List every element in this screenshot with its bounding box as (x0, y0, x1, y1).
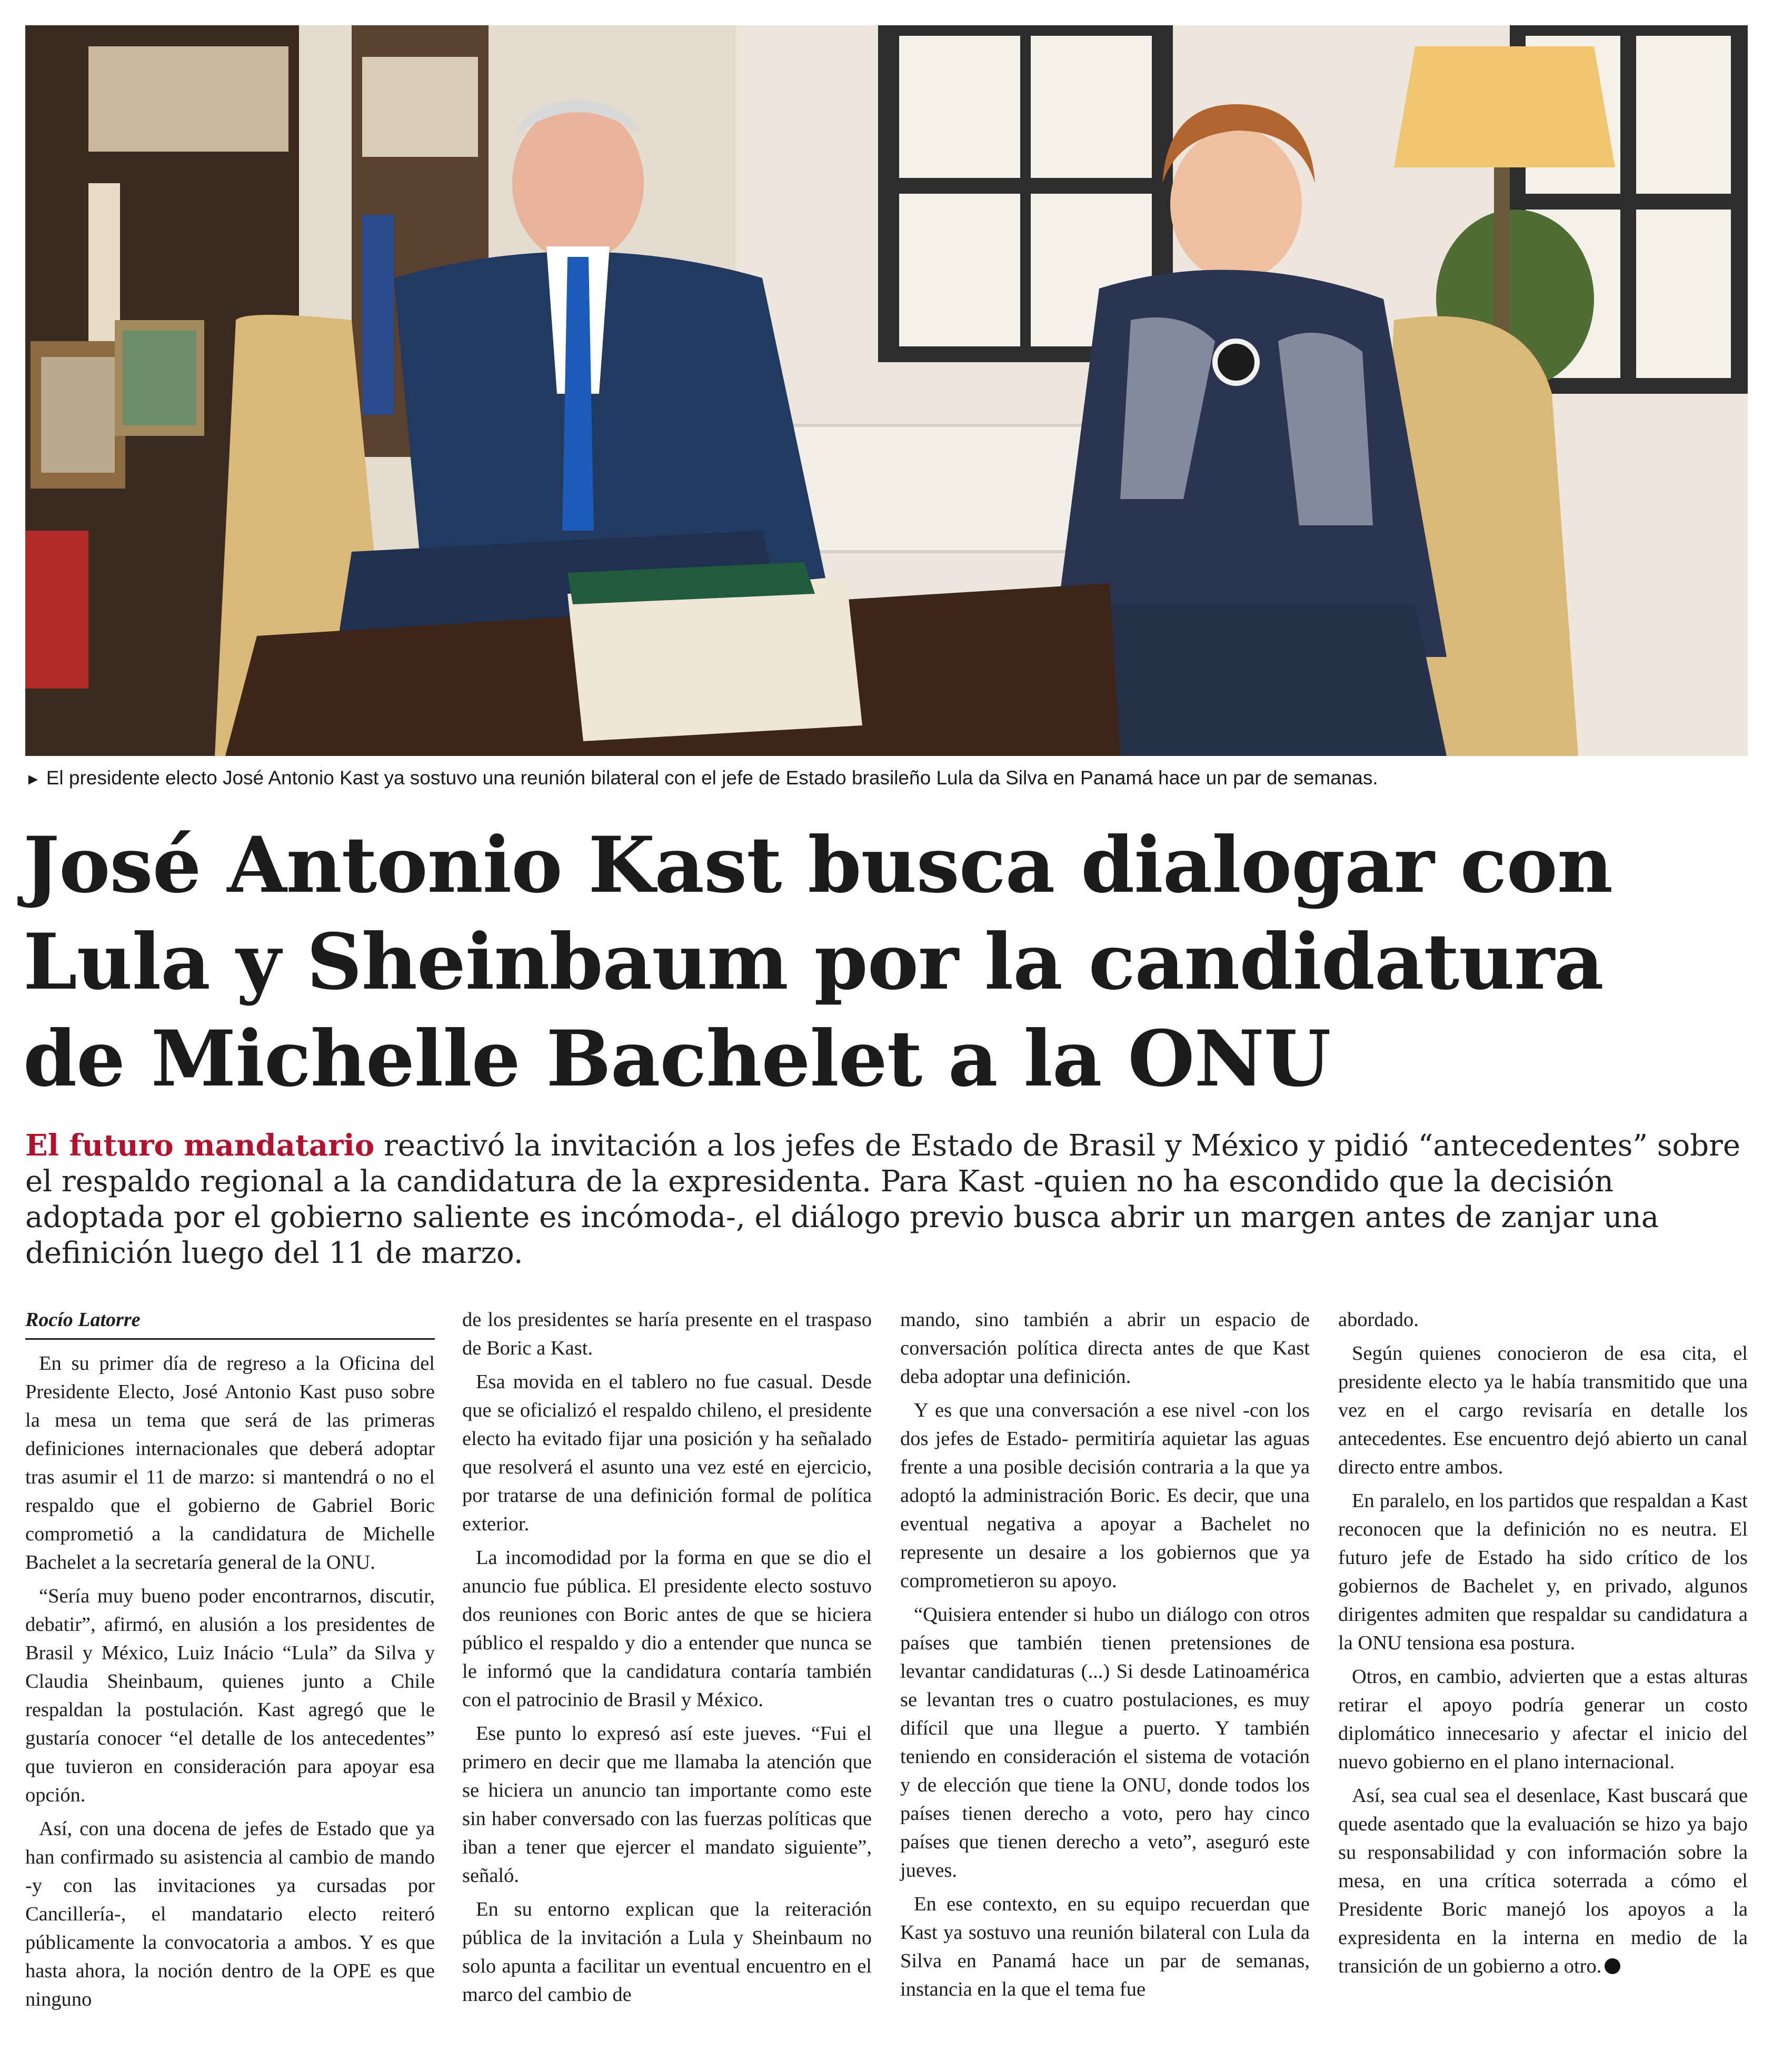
lead-text: reactivó la invitación a los jefes de Estado de Brasil y México y pidió “antecedentes” sobre el respaldo regional a la candidatura de la expresidenta. Para Kast -quien no ha escondido que la decisión adoptada por el gobierno saliente es incómoda-, el diálogo previo busca abrir un margen antes de zanjar una definición luego del 11 de marzo. (25, 1129, 1741, 1270)
headline-line-3: de Michelle Bachelet a la ONU (23, 1014, 1331, 1104)
paragraph: “Quisiera entender si hubo un diálogo con otros países que también tienen pretensiones de levantar candidaturas (...) Si desde Latinoamérica se levantan tres o cuatro postulaciones, es muy difícil que una llegue a puerto. Y también teniendo en consideración el sistema de votación y de elección que tiene la ONU, donde todos los países tienen derecho a voto, pero hay cinco países que tienen derecho a veto”, aseguró este jueves. (900, 1603, 1310, 1881)
paragraph: abordado. (1338, 1309, 1419, 1331)
photo-caption (25, 765, 1748, 792)
paragraph: mando, sino también a abrir un espacio de conversación política directa antes de que Kast deba adoptar una definición. (900, 1309, 1310, 1388)
article-photo (25, 25, 1748, 756)
paragraph: En ese contexto, en su equipo recuerdan que Kast ya sostuvo una reunión bilateral con Lula da Silva en Panamá hace un par de semanas, instancia en la que el tema fue (900, 1893, 1310, 2000)
photo-illustration (25, 25, 1748, 756)
lead-kicker: El futuro mandatario (25, 1128, 375, 1163)
paragraph: Según quienes conocieron de esa cita, el presidente electo ya le había transmitido que una vez en el cargo revisaría en detalle los antecedentes. Ese encuentro dejó abierto un canal directo entre ambos. (1338, 1342, 1748, 1478)
article-column-3 (900, 1306, 1310, 2053)
caption-marker-icon: ► (25, 771, 41, 788)
paragraph: “Sería muy bueno poder encontrarnos, discutir, debatir”, afirmó, en alusión a los presidentes de Brasil y México, Luiz Inácio “Lula” da Silva y Claudia Sheinbaum, quienes junto a Chile respaldan la postulación. Kast agregó que le gustaría conocer “el detalle de los antecedentes” que tuvieron en consideración para apoyar esa opción. (25, 1585, 435, 1806)
paragraph: Esa movida en el tablero no fue casual. Desde que se oficializó el respaldo chileno, el presidente electo ha evitado fijar una posición y ha señalado que resolverá el asunto una vez esté en ejercicio, por tratarse de una definición formal de política exterior. (462, 1371, 872, 1535)
caption-text: El presidente electo José Antonio Kast ya sostuvo una reunión bilateral con el jefe de Estado brasileño Lula da Silva en Panamá hace un par de semanas. (46, 767, 1378, 789)
paragraph: Ese punto lo expresó así este jueves. “Fui el primero en decir que me llamaba la atención que se hiciera un anuncio tan importante como este sin haber conversado con las fuerzas políticas que iban a tener que ejercer el mandato siguiente”, señaló. (462, 1722, 872, 1887)
paragraph-final-text: Así, sea cual sea el desenlace, Kast buscará que quede asentado que la evaluación se hizo ya bajo su responsabilidad y con información sobre la mesa, en una crítica soterrada a cómo el Presidente Boric manejó los apoyos a la expresidenta en la interna en medio de la transición de un gobierno a otro. (1338, 1785, 1748, 1977)
paragraph: En su entorno explican que la reiteración pública de la invitación a Lula y Sheinbaum no solo apunta a facilitar un eventual encuentro en el marco del cambio de (462, 1898, 872, 2006)
article-column-4 (1338, 1306, 1748, 2053)
paragraph: En su primer día de regreso a la Oficina del Presidente Electo, José Antonio Kast puso sobre la mesa un tema que será de las primeras definiciones internacionales que deberá adoptar tras asumir el 11 de marzo: si mantendrá o no el respaldo que el gobierno de Gabriel Boric comprometió a la candidatura de Michelle Bachelet a la secretaría general de la ONU. (25, 1352, 435, 1573)
end-of-article-icon (1605, 1958, 1620, 1974)
article-column-1 (25, 1306, 435, 2053)
paragraph: Otros, en cambio, advierten que a estas alturas retirar el apoyo podría generar un costo diplomático innecesario y afectar el inicio del nuevo gobierno en el plano internacional. (1338, 1666, 1748, 1773)
paragraph: En paralelo, en los partidos que respaldan a Kast reconocen que la definición no es neutra. El futuro jefe de Estado ha sido crítico de los gobiernos de Bachelet y, en privado, algunos dirigentes admiten que respaldar su candidatura a la ONU tensiona esa postura. (1338, 1490, 1748, 1654)
paragraph-final (1338, 1781, 1748, 1980)
headline-line-2: Lula y Sheinbaum por la candidatura (23, 917, 1603, 1007)
article-headline (23, 817, 1750, 1108)
paragraph: La incomodidad por la forma en que se dio el anuncio fue pública. El presidente electo sostuvo dos reuniones con Boric antes de que se hiciera público el respaldo y dio a entender que nunca se le informó que la candidatura contaría también con el patrocinio de Brasil y México. (462, 1547, 872, 1711)
headline-line-1: José Antonio Kast busca dialogar con (23, 820, 1613, 910)
article-lead (25, 1128, 1748, 1271)
paragraph: de los presidentes se haría presente en el traspaso de Boric a Kast. (462, 1309, 872, 1359)
article-column-2 (462, 1306, 872, 2053)
paragraph: Así, con una docena de jefes de Estado que ya han confirmado su asistencia al cambio de mando -y con las invitaciones ya cursadas por Cancillería-, el mandatario electo reiteró públicamente la convocatoria a ambos. Y es que hasta ahora, la noción dentro de la OPE es que ninguno (25, 1818, 435, 2010)
paragraph: Y es que una conversación a ese nivel -con los dos jefes de Estado- permitiría aquietar las aguas frente a una posible decisión contraria a la que ya adoptó la administración Boric. Es decir, que una eventual negativa a apoyar a Bachelet no represente un desaire a los gobiernos que ya comprometieron su apoyo. (900, 1399, 1310, 1592)
byline: Rocío Latorre (25, 1306, 435, 1340)
